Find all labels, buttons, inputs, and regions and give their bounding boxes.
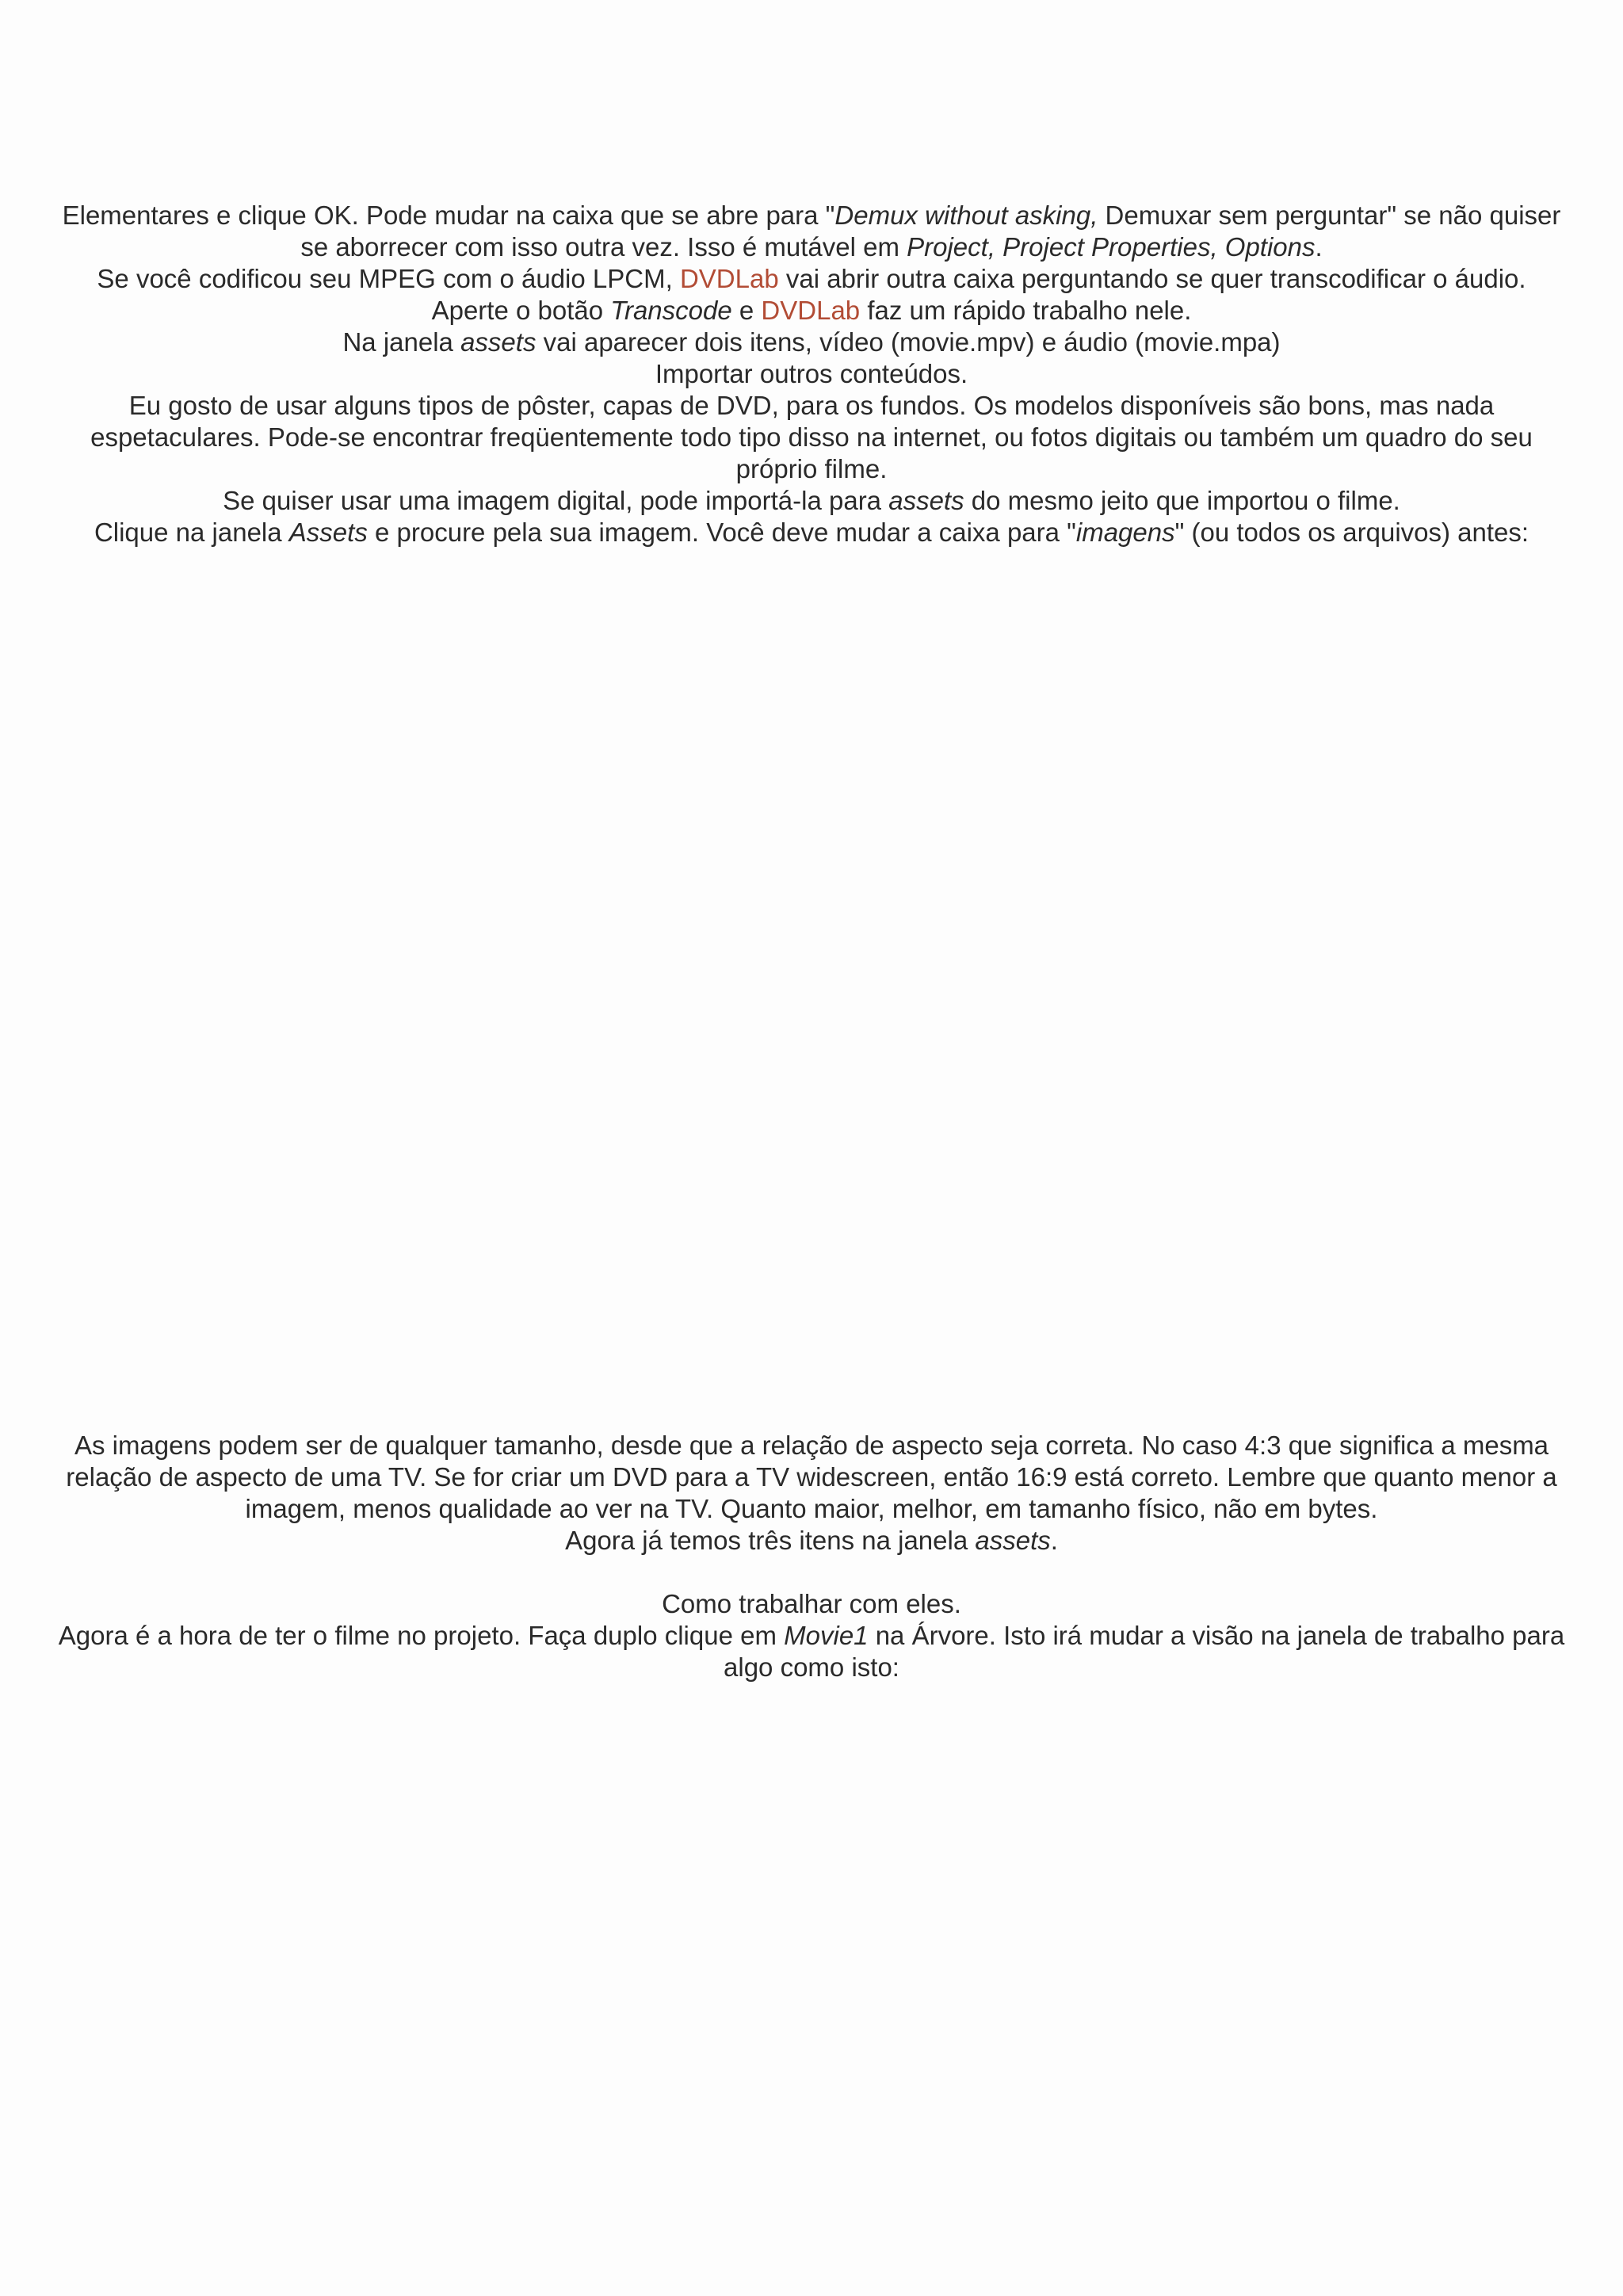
text-run-italic: assets — [888, 486, 964, 515]
text-run: Agora já temos três itens na janela — [565, 1526, 976, 1555]
text-block-working — [48, 1430, 1575, 1683]
text-run-italic: assets — [460, 327, 537, 357]
text-run: do mesmo jeito que importou o filme. — [964, 486, 1400, 515]
text-run: Aperte o botão — [431, 296, 611, 325]
text-run-italic: Assets — [288, 518, 368, 547]
text-run: vai aparecer dois itens, vídeo (movie.mpv) e áudio (movie.mpa) — [536, 327, 1281, 357]
text-run: faz um rápido trabalho nele. — [860, 296, 1192, 325]
text-run-italic: Movie1 — [784, 1621, 869, 1650]
text-run-italic: Project, Project Properties, Options — [907, 232, 1316, 262]
text-run: e — [731, 296, 762, 325]
brand-dvdlab: DVDLab — [679, 264, 779, 293]
paragraph-three-items — [48, 1525, 1575, 1557]
text-run: . — [1315, 232, 1323, 262]
text-run: Se você codificou seu MPEG com o áudio LPCM, — [97, 264, 680, 293]
text-run-italic: imagens — [1075, 518, 1175, 547]
text-run: Na janela — [342, 327, 461, 357]
text-run: " (ou todos os arquivos) antes: — [1174, 518, 1529, 547]
paragraph-movie1 — [48, 1620, 1575, 1683]
text-run: Agora é a hora de ter o filme no projeto. Faça duplo clique em — [58, 1621, 785, 1650]
paragraph-aspect-ratio: As imagens podem ser de qualquer tamanho, desde que a relação de aspecto seja correta. No caso 4:3 que significa a mesma relação de aspecto de uma TV. Se for criar um DVD para a TV widescreen, então 16:9 está correto. Lembre que quanto menor a imagem, menos qualidade ao ver na TV. Quanto maior, melhor, em tamanho físico, não em bytes. — [66, 1431, 1557, 1523]
section-heading-import: Importar outros conteúdos. — [655, 359, 968, 388]
paragraph-lpcm — [48, 263, 1575, 295]
brand-dvdlab: DVDLab — [761, 296, 861, 325]
paragraph-assets-window — [48, 517, 1575, 548]
text-run: Elementares e clique OK. Pode mudar na caixa que se abre para " — [62, 201, 835, 230]
paragraph-demux — [48, 200, 1575, 263]
text-run: na Árvore. Isto irá mudar a visão na janela de trabalho para algo como isto: — [724, 1621, 1565, 1682]
spacer — [48, 1557, 1575, 1588]
paragraph-posters: Eu gosto de usar alguns tipos de pôster, capas de DVD, para os fundos. Os modelos disponíveis são bons, mas nada espetaculares. Pode-se encontrar freqüentemente todo tipo disso na internet, ou fotos digitais ou também um quadro do seu próprio filme. — [90, 391, 1533, 483]
text-run: Se quiser usar uma imagem digital, pode importá-la para — [223, 486, 889, 515]
text-block-import — [48, 200, 1575, 548]
text-run: . — [1050, 1526, 1058, 1555]
text-run: Clique na janela — [94, 518, 289, 547]
text-run: Demuxar sem perguntar" se não quiser se aborrecer com isso outra vez. Isso é mutável em — [300, 201, 1561, 262]
paragraph-transcode — [48, 295, 1575, 327]
section-heading-working: Como trabalhar com eles. — [662, 1589, 961, 1618]
text-run-italic: assets — [975, 1526, 1051, 1555]
text-run-italic: Demux without asking, — [834, 201, 1098, 230]
text-run-italic: Transcode — [610, 296, 732, 325]
text-run: vai abrir outra caixa perguntando se quer transcodificar o áudio. — [778, 264, 1526, 293]
paragraph-digital-image — [48, 485, 1575, 517]
text-run: e procure pela sua imagem. Você deve mudar a caixa para " — [367, 518, 1076, 547]
paragraph-assets-items — [48, 327, 1575, 358]
